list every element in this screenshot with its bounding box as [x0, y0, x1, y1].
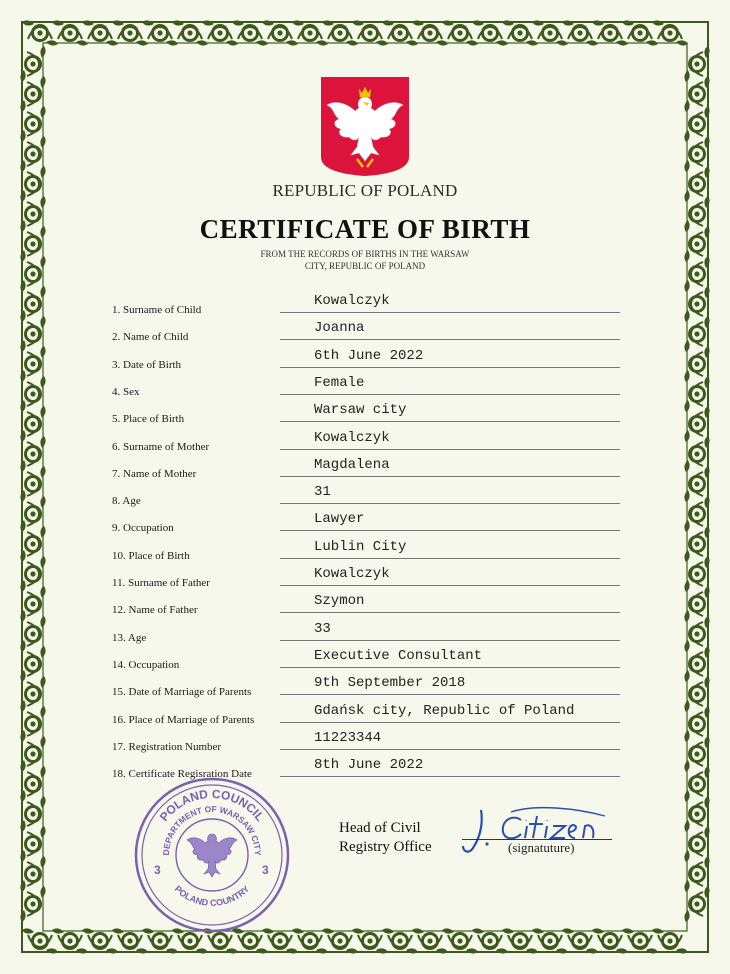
field-label: 6. Surname of Mother — [112, 440, 210, 453]
field-underline — [280, 530, 620, 531]
field-value: Kowalczyk — [314, 429, 390, 446]
field-label: 10. Place of Birth — [112, 549, 190, 562]
field-row — [0, 566, 730, 601]
field-value: 33 — [314, 620, 331, 637]
field-value: Magdalena — [314, 456, 390, 473]
polish-eagle-emblem — [319, 75, 411, 177]
council-seal-stamp — [133, 776, 291, 934]
subtitle-line: CITY, REPUBLIC OF POLAND — [304, 261, 426, 271]
field-label: 7. Name of Mother — [112, 467, 197, 480]
svg-text:3: 3 — [154, 863, 161, 877]
field-value: Joanna — [314, 320, 365, 337]
field-label: 9. Occupation — [112, 522, 174, 535]
field-underline — [280, 339, 620, 340]
field-underline — [280, 421, 620, 422]
field-value: Lublin City — [314, 538, 407, 555]
field-underline — [280, 312, 620, 313]
field-underline — [280, 640, 620, 641]
field-value: Szymon — [314, 593, 365, 610]
registry-office-label — [339, 819, 432, 857]
field-underline — [280, 667, 620, 668]
field-underline — [280, 449, 620, 450]
field-underline — [280, 394, 620, 395]
field-underline — [280, 612, 620, 613]
country-heading: REPUBLIC OF POLAND — [272, 181, 458, 200]
field-value: Kowalczyk — [314, 566, 390, 582]
field-label: 12. Name of Father — [112, 604, 198, 617]
field-label: 11. Surname of Father — [112, 577, 210, 589]
field-value: Gdańsk city, Republic of Poland — [314, 702, 575, 719]
office-line: Head of Civil — [339, 820, 421, 836]
field-row — [0, 456, 730, 492]
svg-text:POLAND COUNCIL: POLAND COUNCIL — [156, 786, 268, 824]
signature-caption: (signatuture) — [508, 840, 575, 855]
field-value: Female — [314, 374, 365, 391]
field-row — [0, 593, 730, 628]
field-label: 14. Occupation — [112, 658, 180, 671]
certificate-title: CERTIFICATE OF BIRTH — [199, 214, 531, 244]
field-underline — [280, 558, 620, 559]
field-row — [0, 757, 730, 792]
field-label: 3. Date of Birth — [112, 358, 182, 371]
field-underline — [280, 694, 620, 695]
field-underline — [280, 722, 620, 723]
field-underline — [280, 367, 620, 368]
field-underline — [280, 503, 620, 504]
field-value: Lawyer — [314, 511, 365, 528]
field-value: 31 — [314, 484, 331, 501]
subtitle-line: FROM THE RECORDS OF BIRTHS IN THE WARSAW — [260, 249, 470, 259]
field-label: 5. Place of Birth — [112, 413, 185, 426]
field-underline — [280, 476, 620, 477]
field-label: 4. Sex — [112, 385, 140, 398]
field-label: 18. Certificate Regisration Date — [112, 768, 252, 781]
field-value: Executive Consultant — [314, 647, 483, 664]
field-label: 1. Surname of Child — [112, 304, 202, 316]
office-line: Registry Office — [339, 839, 432, 855]
field-label: 17. Registration Number — [112, 740, 222, 753]
certificate-subtitle — [0, 248, 730, 272]
field-value: 9th September 2018 — [314, 675, 466, 692]
field-value: Kowalczyk — [314, 293, 390, 309]
svg-text:POLAND COUNTRY: POLAND COUNTRY — [172, 883, 252, 908]
field-row — [0, 293, 730, 328]
field-label: 16. Place of Marriage of Parents — [112, 713, 255, 726]
field-underline — [280, 585, 620, 586]
field-row — [0, 484, 730, 519]
svg-text:DEPARTMENT OF WARSAW CITY: DEPARTMENT OF WARSAW CITY — [160, 803, 264, 856]
field-value: Warsaw city — [314, 402, 407, 419]
field-row — [0, 347, 730, 383]
field-underline — [280, 749, 620, 750]
svg-text:3: 3 — [262, 863, 269, 877]
field-label: 8. Age — [112, 495, 141, 508]
field-value: 8th June 2022 — [314, 757, 424, 774]
field-value: 6th June 2022 — [314, 347, 424, 364]
field-label: 15. Date of Marriage of Parents — [112, 686, 252, 699]
field-underline — [280, 776, 620, 777]
field-value: 11223344 — [314, 729, 382, 746]
field-label: 2. Name of Child — [112, 331, 189, 344]
field-label: 13. Age — [112, 631, 147, 644]
